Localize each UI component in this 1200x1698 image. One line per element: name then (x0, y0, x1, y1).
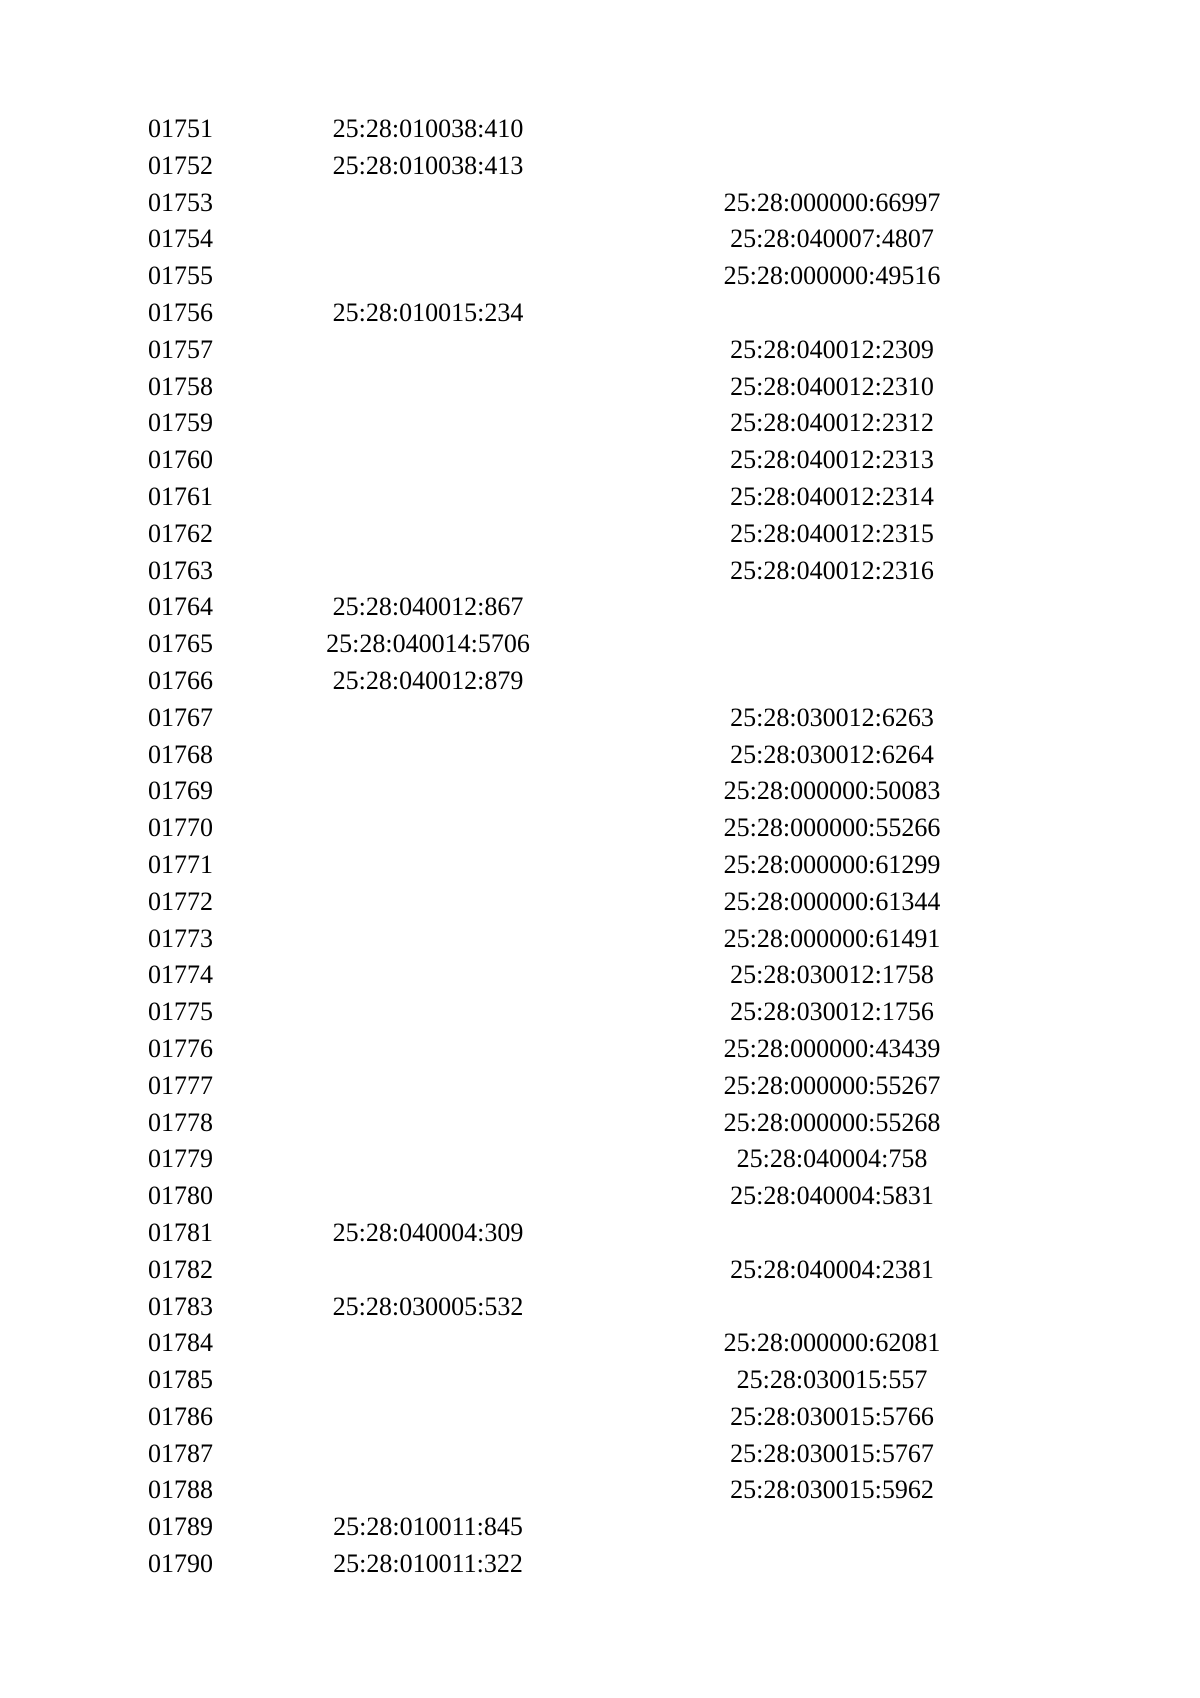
row-number: 01771 (148, 849, 213, 879)
cadastral-number-col-a: 25:28:010011:845 (333, 1512, 523, 1542)
table-row (0, 847, 1200, 884)
table-row (0, 773, 1200, 810)
row-number: 01768 (148, 739, 213, 769)
row-number: 01770 (148, 813, 213, 843)
table-row (0, 921, 1200, 958)
table-row (0, 1105, 1200, 1142)
table-row (0, 442, 1200, 479)
cadastral-number-col-b: 25:28:000000:61344 (723, 886, 941, 916)
row-number: 01786 (148, 1401, 213, 1431)
cadastral-number-col-a: 25:28:010038:413 (332, 150, 524, 180)
row-number: 01767 (148, 702, 213, 732)
row-number: 01785 (148, 1365, 213, 1395)
row-number: 01788 (148, 1475, 213, 1505)
row-number: 01774 (148, 960, 213, 990)
cadastral-number-col-a: 25:28:010011:322 (333, 1549, 523, 1579)
table-row (0, 516, 1200, 553)
row-number: 01773 (148, 923, 213, 953)
row-number: 01763 (148, 555, 213, 585)
row-number: 01782 (148, 1254, 213, 1284)
cadastral-number-col-b: 25:28:040004:2381 (730, 1254, 934, 1284)
table-row (0, 258, 1200, 295)
table-row (0, 111, 1200, 148)
row-number: 01752 (148, 150, 213, 180)
cadastral-number-col-b: 25:28:030012:6263 (730, 702, 934, 732)
row-number: 01769 (148, 776, 213, 806)
cadastral-number-col-b: 25:28:040004:758 (736, 1144, 928, 1174)
table-row (0, 1399, 1200, 1436)
row-number: 01760 (148, 445, 213, 475)
cadastral-number-col-b: 25:28:040012:2310 (730, 371, 934, 401)
table-row (0, 700, 1200, 737)
cadastral-number-col-a: 25:28:040004:309 (332, 1217, 524, 1247)
table-row (0, 1362, 1200, 1399)
cadastral-number-col-b: 25:28:000000:55266 (723, 813, 941, 843)
cadastral-number-col-a: 25:28:040012:879 (332, 665, 524, 695)
cadastral-number-col-b: 25:28:000000:61491 (723, 923, 941, 953)
cadastral-number-col-b: 25:28:000000:50083 (723, 776, 941, 806)
table-row (0, 148, 1200, 185)
cadastral-number-col-b: 25:28:030015:5767 (730, 1438, 934, 1468)
cadastral-number-col-b: 25:28:040012:2314 (730, 481, 934, 511)
table-row (0, 332, 1200, 369)
cadastral-number-col-a: 25:28:040014:5706 (326, 629, 530, 659)
table-row (0, 663, 1200, 700)
row-number: 01778 (148, 1107, 213, 1137)
table-row (0, 405, 1200, 442)
table-row (0, 1325, 1200, 1362)
table-row (0, 1031, 1200, 1068)
table-row (0, 589, 1200, 626)
cadastral-number-col-b: 25:28:000000:62081 (723, 1328, 941, 1358)
cadastral-number-col-b: 25:28:040012:2309 (730, 334, 934, 364)
row-number: 01777 (148, 1070, 213, 1100)
row-number: 01751 (148, 114, 213, 143)
cadastral-number-col-b: 25:28:030012:1758 (730, 960, 934, 990)
table-row (0, 1068, 1200, 1105)
table-row (0, 957, 1200, 994)
table-row (0, 1472, 1200, 1509)
row-number: 01772 (148, 886, 213, 916)
table-row (0, 626, 1200, 663)
table-row (0, 221, 1200, 258)
table-row (0, 553, 1200, 590)
cadastral-number-col-b: 25:28:030012:1756 (730, 997, 934, 1027)
cadastral-number-col-b: 25:28:030015:5766 (730, 1401, 934, 1431)
row-number: 01783 (148, 1291, 213, 1321)
table-row (0, 737, 1200, 774)
row-number: 01753 (148, 187, 213, 217)
cadastral-number-col-a: 25:28:040012:867 (332, 592, 524, 622)
cadastral-number-col-b: 25:28:030015:5962 (730, 1475, 934, 1505)
table-row (0, 884, 1200, 921)
cadastral-number-col-a: 25:28:010038:410 (332, 114, 524, 143)
row-number: 01757 (148, 334, 213, 364)
cadastral-number-col-b: 25:28:000000:55267 (723, 1070, 941, 1100)
row-number: 01776 (148, 1033, 213, 1063)
table-row (0, 1509, 1200, 1546)
row-number: 01762 (148, 518, 213, 548)
table-row (0, 369, 1200, 406)
cadastral-number-col-b: 25:28:000000:49516 (723, 261, 941, 291)
table-row (0, 994, 1200, 1031)
row-number: 01759 (148, 408, 213, 438)
cadastral-number-col-b: 25:28:030012:6264 (730, 739, 934, 769)
cadastral-table (0, 111, 1200, 1583)
table-row (0, 1141, 1200, 1178)
row-number: 01787 (148, 1438, 213, 1468)
row-number: 01754 (148, 224, 213, 254)
cadastral-number-col-b: 25:28:040012:2313 (730, 445, 934, 475)
row-number: 01780 (148, 1181, 213, 1211)
row-number: 01779 (148, 1144, 213, 1174)
cadastral-number-col-b: 25:28:000000:66997 (723, 187, 941, 217)
table-row (0, 295, 1200, 332)
row-number: 01789 (148, 1512, 213, 1542)
row-number: 01764 (148, 592, 213, 622)
row-number: 01761 (148, 481, 213, 511)
cadastral-number-col-b: 25:28:040012:2316 (730, 555, 934, 585)
cadastral-number-col-b: 25:28:040004:5831 (730, 1181, 934, 1211)
cadastral-number-col-b: 25:28:000000:55268 (723, 1107, 941, 1137)
row-number: 01784 (148, 1328, 213, 1358)
cadastral-number-col-b: 25:28:040012:2315 (730, 518, 934, 548)
table-row (0, 479, 1200, 516)
table-row (0, 185, 1200, 222)
table-row (0, 1289, 1200, 1326)
row-number: 01755 (148, 261, 213, 291)
row-number: 01790 (148, 1549, 213, 1579)
row-number: 01766 (148, 665, 213, 695)
table-row (0, 1215, 1200, 1252)
row-number: 01765 (148, 629, 213, 659)
cadastral-number-col-b: 25:28:000000:43439 (723, 1033, 941, 1063)
cadastral-number-col-b: 25:28:040012:2312 (730, 408, 934, 438)
row-number: 01756 (148, 297, 213, 327)
row-number: 01781 (148, 1217, 213, 1247)
cadastral-number-col-a: 25:28:010015:234 (332, 297, 524, 327)
cadastral-number-col-b: 25:28:040007:4807 (730, 224, 934, 254)
cadastral-number-col-b: 25:28:030015:557 (736, 1365, 928, 1395)
table-row (0, 1252, 1200, 1289)
cadastral-number-col-a: 25:28:030005:532 (332, 1291, 524, 1321)
table-row (0, 810, 1200, 847)
cadastral-number-col-b: 25:28:000000:61299 (723, 849, 941, 879)
table-row (0, 1178, 1200, 1215)
table-row (0, 1436, 1200, 1473)
row-number: 01758 (148, 371, 213, 401)
table-row (0, 1546, 1200, 1583)
row-number: 01775 (148, 997, 213, 1027)
